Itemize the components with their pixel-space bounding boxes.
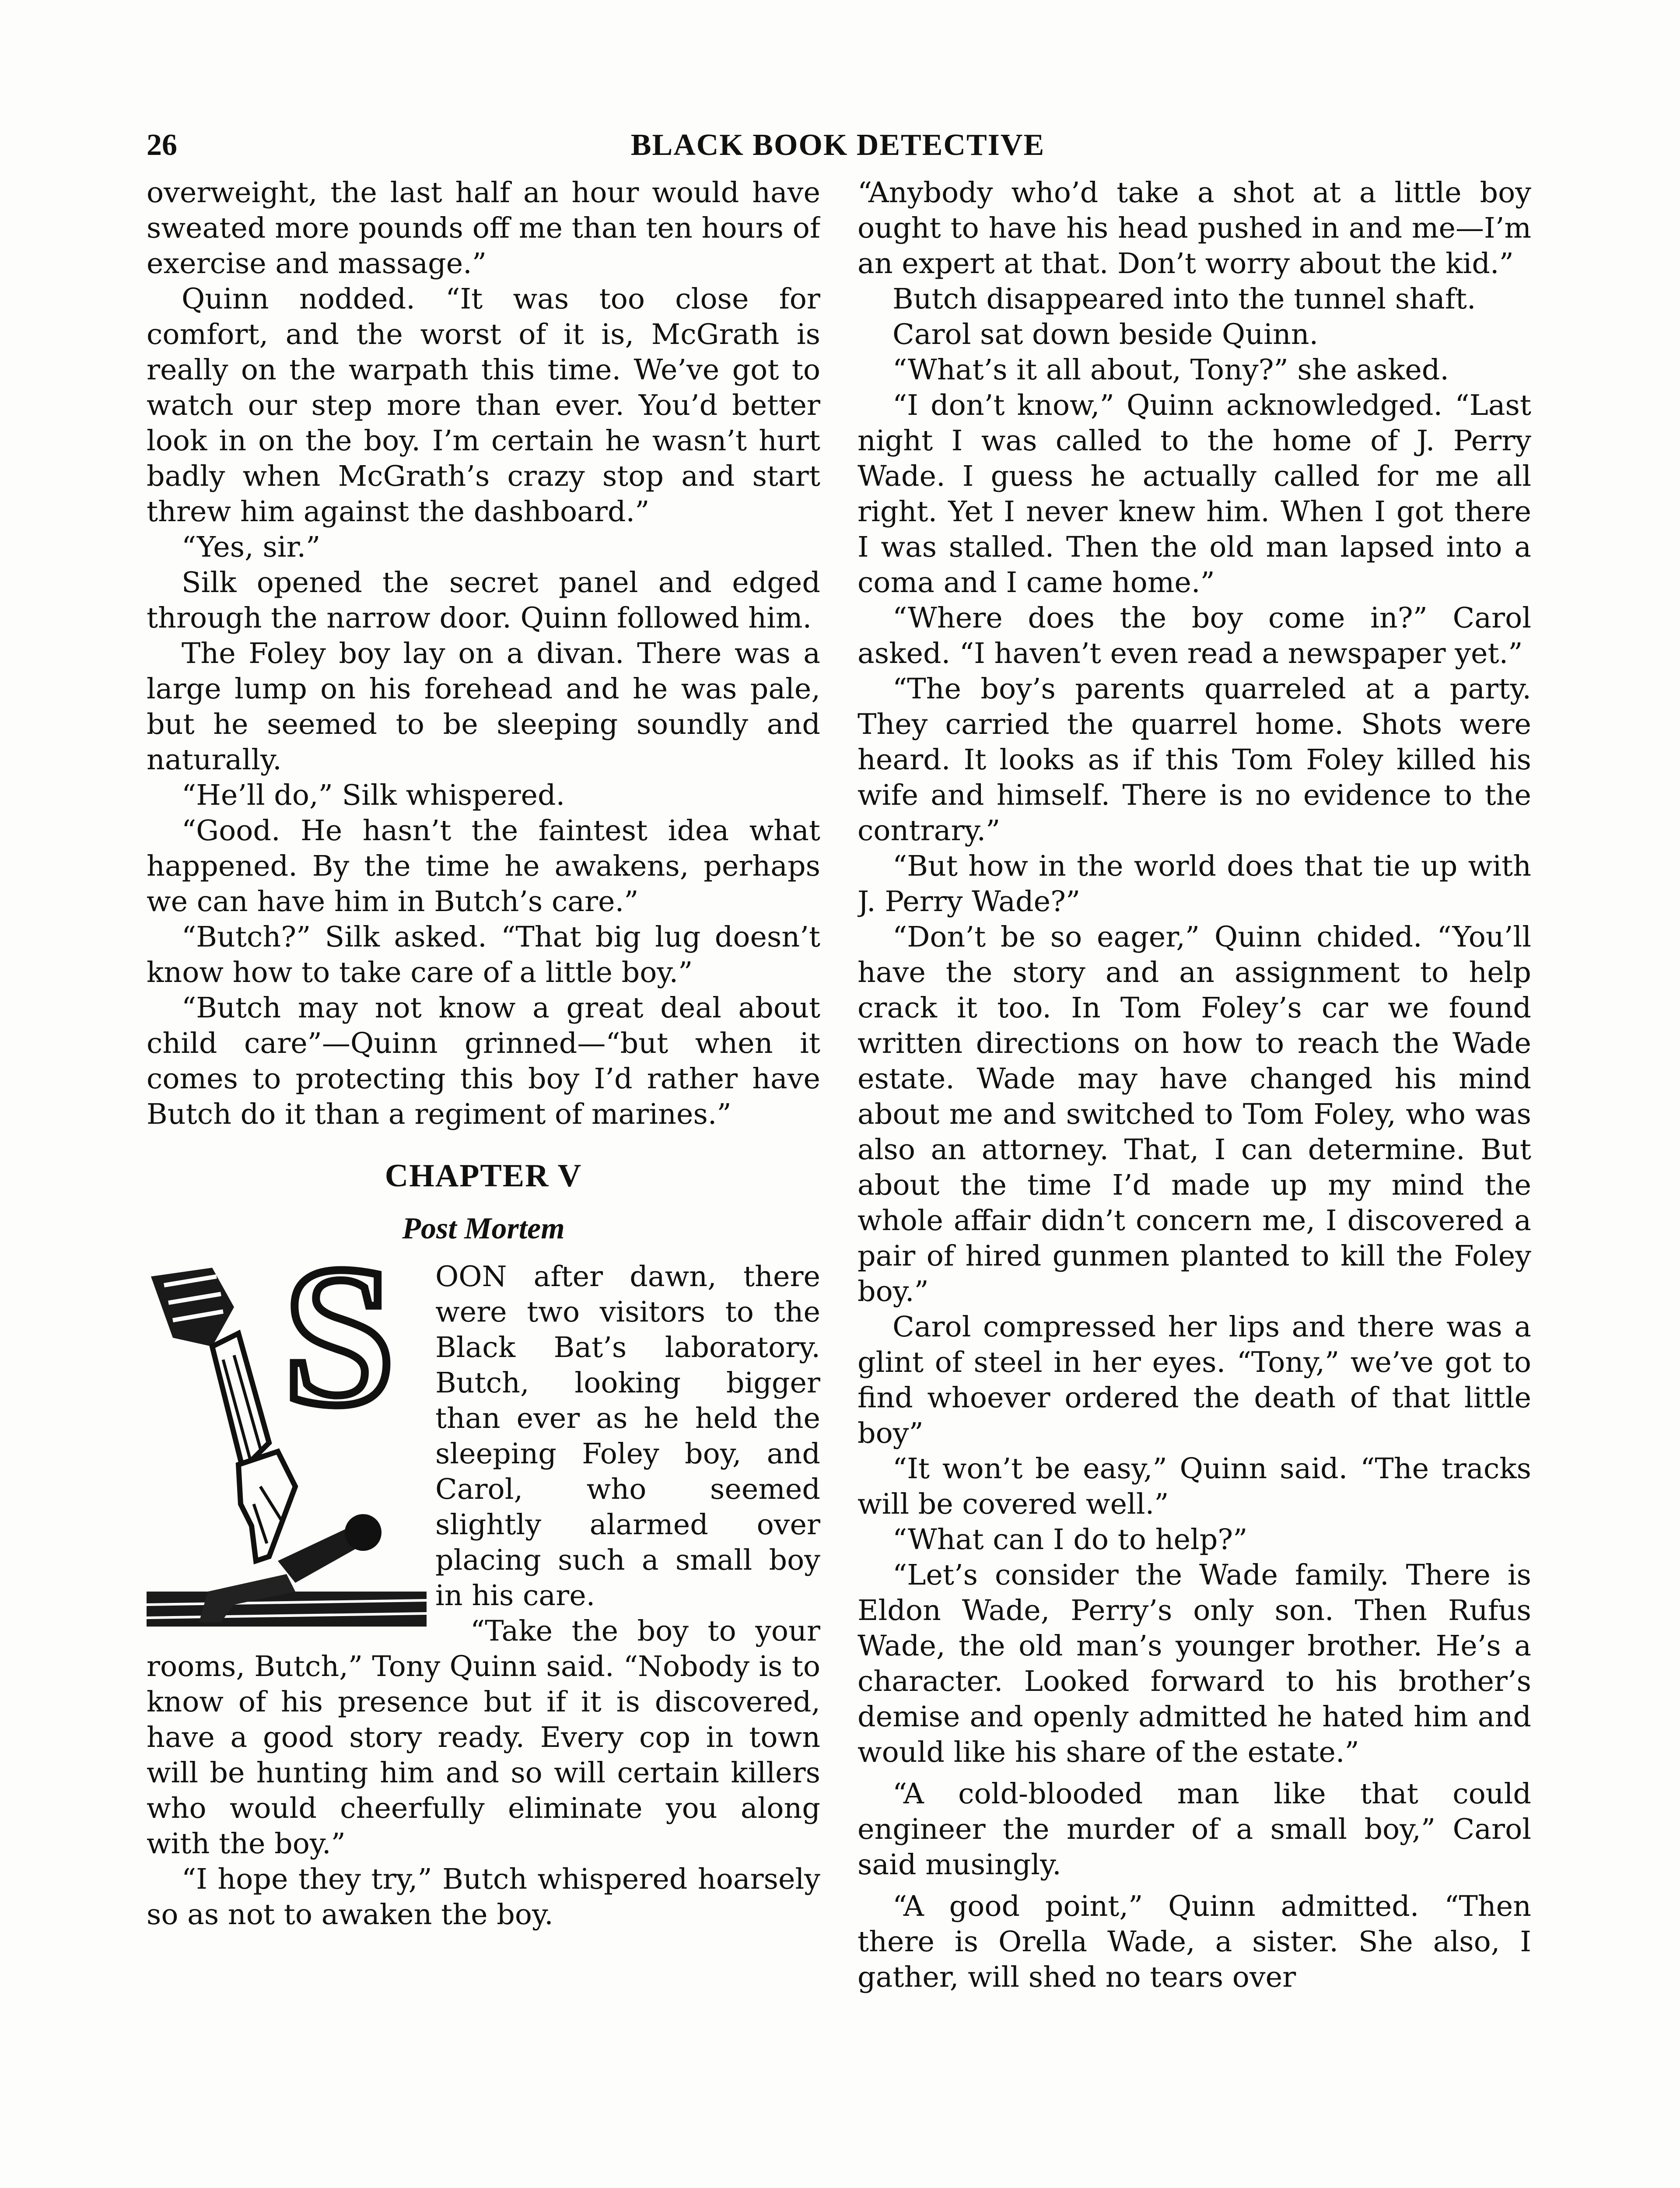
page-header [147, 128, 1529, 167]
paragraph: “Anybody who’d take a shot at a little boy ought to have his head pushed in and me—I’m an expert at that. Don’t worry about the kid.” [858, 176, 1531, 280]
paragraph: “A cold-blooded man like that could engineer the murder of a small boy,” Carol said musingly. [858, 1778, 1531, 1881]
paragraph: Silk opened the secret panel and edged through the narrow door. Quinn followed him. [147, 566, 820, 635]
paragraph: “I don’t know,” Quinn acknowledged. “Last night I was called to the home of J. Perry Wade. I guess he actually called for me all right. Yet I never knew him. When I got there I was stalled. Then the old man lapsed into a coma and I came home.” [858, 389, 1531, 599]
running-title: BLACK BOOK DETECTIVE [630, 128, 1045, 162]
paragraph: “A good point,” Quinn admitted. “Then there is Orella Wade, a sister. She also, I gather, will shed no tears over [858, 1890, 1531, 1994]
paragraph: “Good. He hasn’t the faintest idea what happened. By the time he awakens, perhaps we can have him in Butch’s care.” [147, 814, 820, 918]
page-number: 26 [147, 128, 177, 162]
chapter-title: Post Mortem [402, 1212, 565, 1245]
paragraph: “Butch?” Silk asked. “That big lug doesn’t know how to take care of a little boy.” [147, 921, 820, 989]
dropcap-illustration [147, 1259, 427, 1627]
paragraph: “I hope they try,” Butch whispered hoarsely so as not to awaken the boy. [147, 1863, 820, 1931]
paragraph: Carol compressed her lips and there was a glint of steel in her eyes. “Tony,” we’ve got to find whoever ordered the death of that little boy” [858, 1311, 1531, 1450]
paragraph: “He’ll do,” Silk whispered. [182, 779, 565, 812]
paragraph: Butch disappeared into the tunnel shaft. [892, 283, 1476, 316]
hand-and-gun-illustration [147, 1259, 427, 1627]
right-column [858, 175, 1531, 2188]
paragraph: “Where does the boy come in?” Carol asked. “I haven’t even read a newspaper yet.” [858, 602, 1531, 670]
chapter-heading: CHAPTER V [385, 1158, 582, 1194]
paragraph: Quinn nodded. “It was too close for comfort, and the worst of it is, McGrath is really on the warpath this time. We’ve got to watch our step more than ever. You’d better look in on the boy. I’m certain he wasn’t hurt badly when McGrath’s crazy stop and start threw him against the dashboard.” [147, 283, 820, 528]
left-column [147, 175, 820, 2188]
paragraph: “Take the boy to your rooms, Butch,” Tony Quinn said. “Nobody is to know of his presence but if it is discovered, have a good story ready. Every cop in town will be hunting him and so will certain killers who would cheerfully eliminate you along with the boy.” [147, 1615, 820, 1860]
paragraph: “It won’t be easy,” Quinn said. “The tracks will be covered well.” [858, 1452, 1531, 1521]
paragraph: “Yes, sir.” [182, 531, 321, 564]
paragraph: “But how in the world does that tie up with J. Perry Wade?” [858, 850, 1531, 918]
paragraph: “What can I do to help?” [892, 1523, 1248, 1556]
paragraph: overweight, the last half an hour would have sweated more pounds off me than ten hours of exercise and massage.” [147, 176, 820, 280]
dropcap-letter: S [283, 1259, 395, 1447]
paragraph: “What’s it all about, Tony?” she asked. [892, 354, 1449, 386]
opening-paragraph: OON after dawn, there were two visitors to the Black Bat’s laboratory. Butch, looking bigger than ever as he held the sleeping Foley boy, and Carol, who seemed slightly alarmed over placing such a small boy in his care. [435, 1260, 820, 1612]
paragraph: “Don’t be so eager,” Quinn chided. “You’ll have the story and an assignment to help crack it too. In Tom Foley’s car we found written directions on how to reach the Wade estate. Wade may have changed his mind about me and switched to Tom Foley, who was also an attorney. That, I can determine. But about the time I’d made up my mind the whole affair didn’t concern me, I discovered a pair of hired gunmen planted to kill the Foley boy.” [858, 921, 1531, 1308]
paragraph: “The boy’s parents quarreled at a party. They carried the quarrel home. Shots were heard. It looks as if this Tom Foley killed his wife and himself. There is no evidence to the contrary.” [858, 673, 1531, 847]
paragraph: The Foley boy lay on a divan. There was a large lump on his forehead and he was pale, but he seemed to be sleeping soundly and naturally. [147, 637, 820, 776]
paragraph: “Butch may not know a great deal about child care”—Quinn grinned—“but when it comes to protecting this boy I’d rather have Butch do it than a regiment of marines.” [147, 992, 820, 1131]
paragraph: “Let’s consider the Wade family. There is Eldon Wade, Perry’s only son. Then Rufus Wade, the old man’s younger brother. He’s a character. Looked forward to his brother’s demise and openly admitted he hated him and would like his share of the estate.” [858, 1559, 1531, 1769]
paragraph: Carol sat down beside Quinn. [892, 318, 1319, 351]
